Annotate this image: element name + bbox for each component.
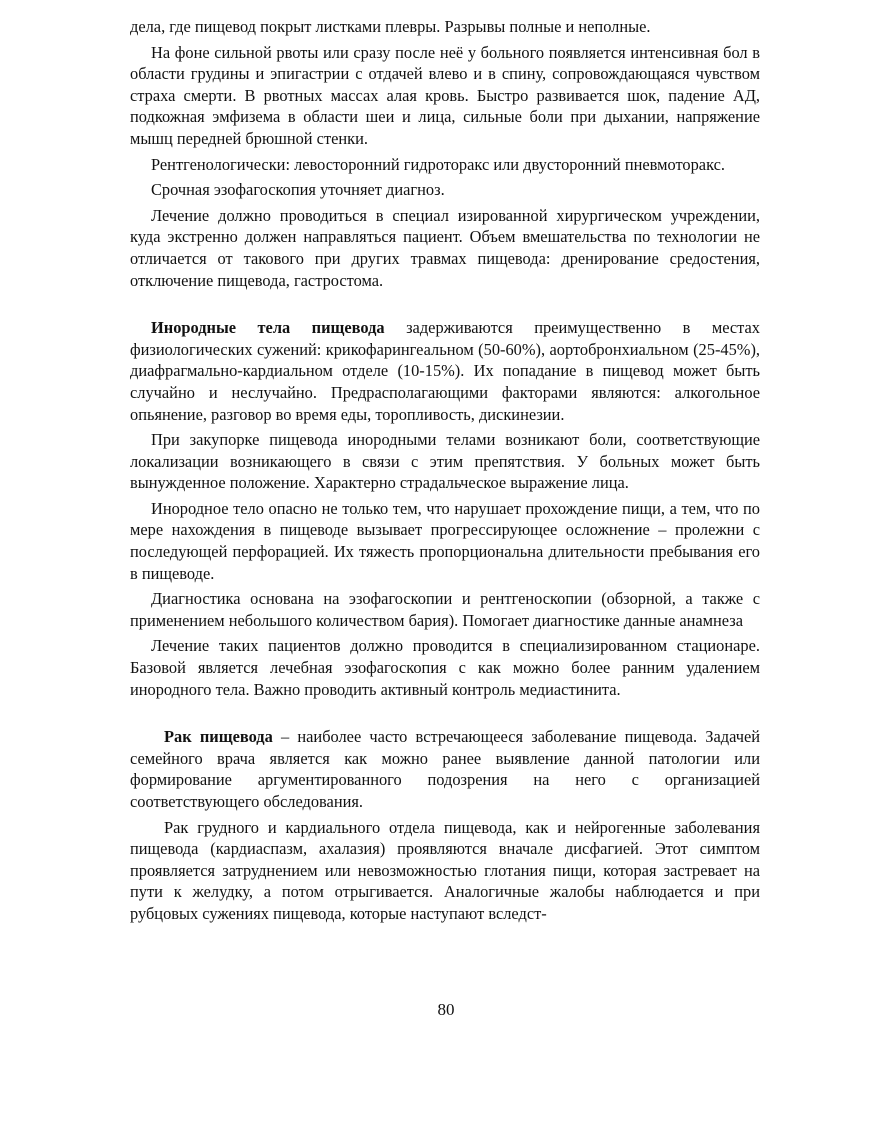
paragraph-text: дела, где пищевод покрыт листками плевры. Разрывы полные и неполные. xyxy=(130,17,651,36)
paragraph-text: задерживаются преимущественно в местах физиологических сужений: крикофарингеальном (50-60%), аортобронхиальном (25-45%), диафрагмально-кардиальном отделе (10-15%). Их попадание в пищевод может быть случайно и неслучайно. Предрасполагающими факторами являются: алкогольное опьянение, разговор во время еды, торопливость, дискинезии. xyxy=(130,318,760,424)
paragraph-text: Диагностика основана на эзофагоскопии и рентгеноскопии (обзорной, а также с применением небольшого количеством бария). Помогает диагностике данные анамнеза xyxy=(130,589,760,630)
paragraph-10 xyxy=(130,635,760,700)
paragraph-text: Инородное тело опасно не только тем, что нарушает прохождение пищи, а тем, что по мере нахождения в пищеводе вызывает прогрессирующее осложнение – пролежни с последующей перфорацией. Их тяжесть пропорциональна длительности пребывания его в пищеводе. xyxy=(130,498,760,583)
paragraph-5 xyxy=(130,205,760,291)
paragraph-3 xyxy=(130,154,760,176)
section-foreign-bodies-intro xyxy=(130,317,760,425)
paragraph-text: Рак грудного и кардиального отдела пищевода, как и нейрогенные заболевания пищевода (кардиаспазм, ахалазия) проявляются вначале дисфагией. Этот симптом проявляется затруднением или невозможностью глотания пищи, которая застревает на пути к желудку, а потом отрыгивается. Аналогичные жалобы наблюдается и при рубцовых сужениях пищевода, которые наступают вследст- xyxy=(130,817,760,923)
paragraph-text: Срочная эзофагоскопия уточняет диагноз. xyxy=(151,180,445,200)
paragraph-7 xyxy=(130,429,760,494)
paragraph-text: Лечение таких пациентов должно проводится в специализированном стационаре. Базовой является лечебная эзофагоскопия с как можно более ранним удалением инородного тела. Важно проводить активный контроль медиастинита. xyxy=(130,636,760,699)
section-heading-foreign-bodies: Инородные тела пищевода xyxy=(151,318,385,338)
paragraph-1 xyxy=(130,16,760,38)
page-body xyxy=(130,16,760,925)
page-number: 80 xyxy=(437,1000,455,1019)
paragraph-12 xyxy=(130,817,760,925)
paragraph-text: – наиболее часто встречающееся заболевание пищевода. Задачей семейного врача является как можно ранее выявление данной патологии или формирование аргументированного подозрения на него с организацией соответствующего обследования. xyxy=(130,727,760,811)
paragraph-text: На фоне сильной рвоты или сразу после неё у больного появляется интенсивная бол в области грудины и эпигастрии с отдачей влево и в спину, сопровождающаяся чувством страха смерти. В рвотных массах алая кровь. Быстро развивается шок, падение АД, подкожная эмфизема в области шеи и лица, сильные боли при дыхании, напряжение мышц передней брюшной стенки. xyxy=(130,42,760,148)
paragraph-text: При закупорке пищевода инородными телами возникают боли, соответствующие локализации возникающего в связи с этим препятствия. У больных может быть вынужденное положение. Характерно страдальческое выражение лица. xyxy=(130,430,760,493)
paragraph-8 xyxy=(130,498,760,584)
paragraph-2 xyxy=(130,42,760,150)
paragraph-text: Рентгенологически: левосторонний гидроторакс или двусторонний пневмоторакс. xyxy=(151,154,726,174)
paragraph-9 xyxy=(130,588,760,631)
paragraph-4 xyxy=(130,179,760,201)
section-cancer-intro xyxy=(130,726,760,812)
paragraph-text: Лечение должно проводиться в специал изированной хирургическом учреждении, куда экстренно должен направляться пациент. Объем вмешательства по технологии не отличается от такового при других травмах пищевода: дренирование средостения, отключение пищевода, гастростома. xyxy=(130,205,760,290)
section-heading-cancer: Рак пищевода xyxy=(164,727,273,747)
